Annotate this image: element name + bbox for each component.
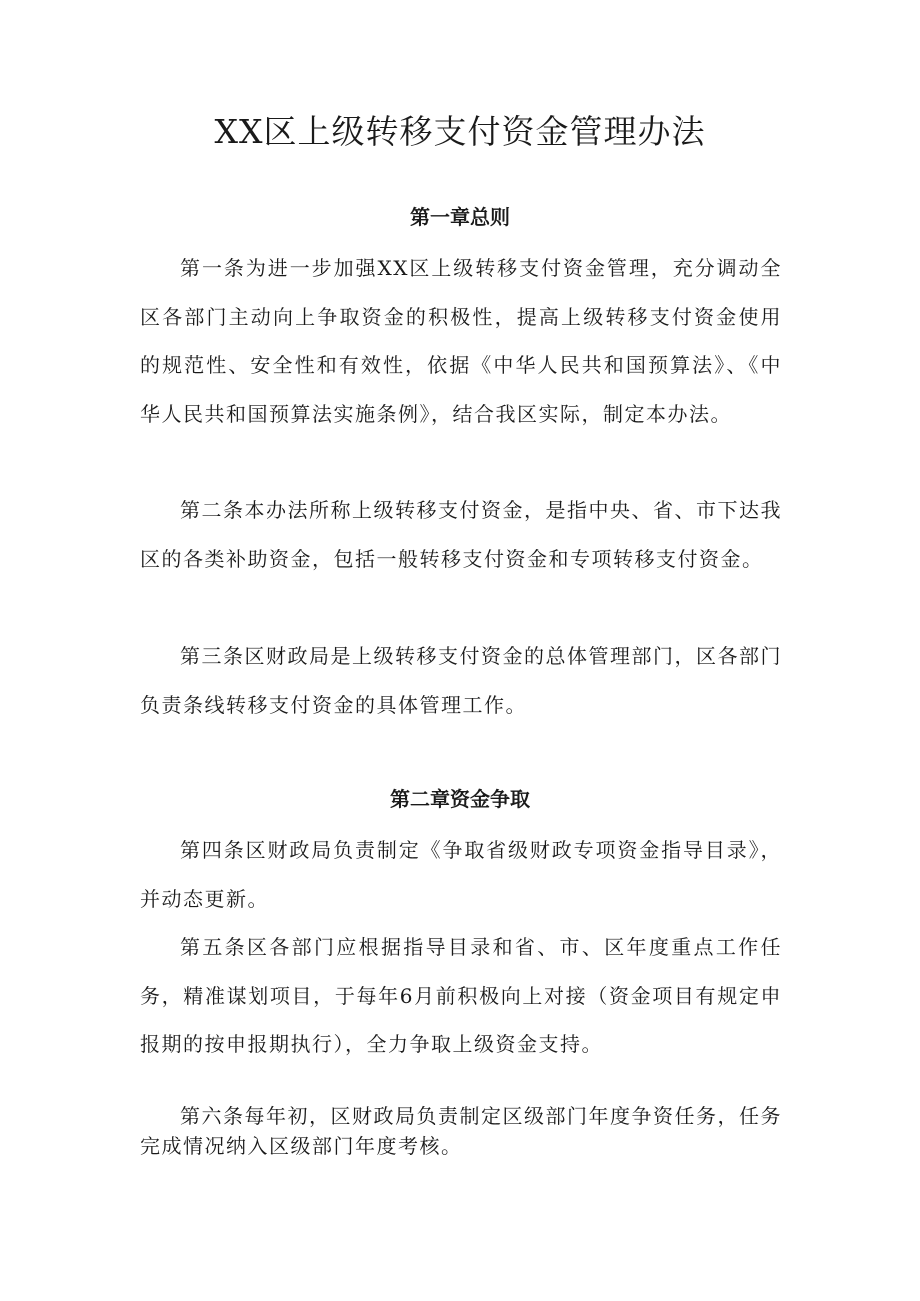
article-4: 第四条区财政局负责制定《争取省级财政专项资金指导目录》，并动态更新。 — [140, 838, 782, 911]
article-1: 第一条为进一步加强XX区上级转移支付资金管理，充分调动全区各部门主动向上争取资金的积极性，提高上级转移支付资金使用的规范性、安全性和有效性，依据《中华人民共和国预算法》、《中华人民共和国预算法实施条例》，结合我区实际，制定本办法。 — [140, 256, 782, 426]
chapter-heading-general: 第一章总则 — [410, 205, 510, 229]
article-6: 第六条每年初，区财政局负责制定区级部门年度争资任务，任务完成情况纳入区级部门年度考核。 — [140, 1104, 782, 1158]
article-2: 第二条本办法所称上级转移支付资金，是指中央、省、市下达我区的各类补助资金，包括一般转移支付资金和专项转移支付资金。 — [140, 498, 782, 571]
article-3: 第三条区财政局是上级转移支付资金的总体管理部门，区各部门负责条线转移支付资金的具体管理工作。 — [140, 644, 782, 717]
article-5: 第五条区各部门应根据指导目录和省、市、区年度重点工作任务，精准谋划项目，于每年6月前积极向上对接（资金项目有规定申报期的按申报期执行），全力争取上级资金支持。 — [140, 935, 782, 1056]
document-title: XX区上级转移支付资金管理办法 — [214, 112, 706, 151]
chapter-heading-fund-raising: 第二章资金争取 — [390, 787, 530, 811]
